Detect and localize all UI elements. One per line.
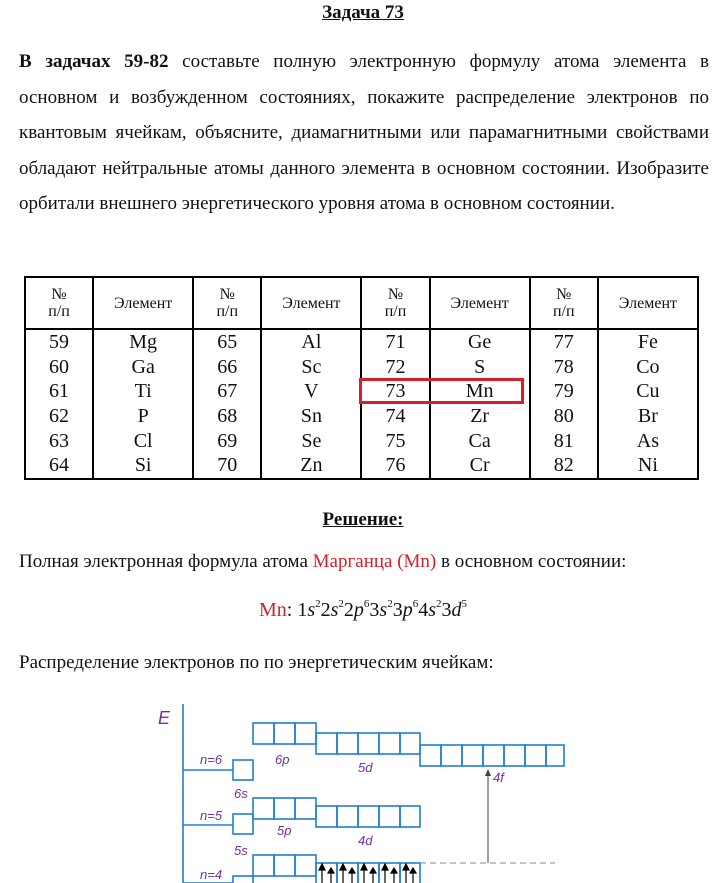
sublevel-label-4f: 4f bbox=[493, 770, 504, 785]
header-element: Элемент bbox=[430, 277, 530, 329]
cell-element: Ti bbox=[93, 379, 193, 404]
table-row bbox=[25, 453, 698, 479]
table-row bbox=[25, 428, 698, 453]
highlight-box-73-mn bbox=[359, 378, 524, 404]
sublevel-label-5p: 5p bbox=[277, 823, 292, 838]
table-row bbox=[25, 355, 698, 380]
formula-term: $2s^2$ bbox=[320, 598, 344, 621]
axis-label-e: E bbox=[158, 708, 171, 728]
level-label-n6: n=6 bbox=[200, 752, 223, 767]
header-number: № п/п bbox=[193, 277, 261, 329]
cell-element: Cr bbox=[430, 453, 530, 479]
cell-number: 64 bbox=[25, 453, 93, 479]
cell-number: 67 bbox=[193, 379, 261, 404]
header-element: Элемент bbox=[93, 277, 193, 329]
cell-number: 79 bbox=[530, 379, 598, 404]
cell-element: V bbox=[261, 379, 361, 404]
cell-number: 73 bbox=[361, 379, 429, 404]
sublevel-label-6p: 6p bbox=[275, 752, 290, 767]
formula-sep: : bbox=[286, 599, 298, 621]
cell-element: Cl bbox=[93, 428, 193, 453]
sublevel-label-5d: 5d bbox=[358, 760, 373, 775]
cell-element: Se bbox=[261, 428, 361, 453]
energy-cells-diagram bbox=[150, 700, 570, 883]
formula-term: $3p^6$ bbox=[392, 598, 419, 621]
cell-number: 77 bbox=[530, 329, 598, 355]
cell-element: Mn bbox=[430, 379, 530, 404]
level-label-n4: n=4 bbox=[200, 867, 223, 882]
cell-element: As bbox=[598, 428, 698, 453]
table-row bbox=[25, 404, 698, 429]
task-title: Задача 73 bbox=[322, 2, 404, 23]
solution-title: Решение: bbox=[322, 509, 404, 530]
cell-number: 65 bbox=[193, 329, 261, 355]
cell-number: 78 bbox=[530, 355, 598, 380]
element-name: Марганца (Mn) bbox=[312, 551, 437, 572]
cell-number: 59 bbox=[25, 329, 93, 355]
cell-element: Ga bbox=[93, 355, 193, 380]
header-element: Элемент bbox=[261, 277, 361, 329]
cell-number: 63 bbox=[25, 428, 93, 453]
cell-number: 69 bbox=[193, 428, 261, 453]
cell-number: 62 bbox=[25, 404, 93, 429]
cell-element: Co bbox=[598, 355, 698, 380]
formula-term: $2p^6$ bbox=[343, 598, 370, 621]
cell-element: S bbox=[430, 355, 530, 380]
distribution-sentence: Распределение электронов по по энергетическим ячейкам: bbox=[19, 652, 494, 673]
cell-element: Zr bbox=[430, 404, 530, 429]
cell-number: 60 bbox=[25, 355, 93, 380]
cell-element: Cu bbox=[598, 379, 698, 404]
sublevel-label-5s: 5s bbox=[234, 843, 248, 858]
cell-element: Ca bbox=[430, 428, 530, 453]
cell-number: 74 bbox=[361, 404, 429, 429]
electron-formula bbox=[0, 598, 726, 622]
sublevel-label-6s: 6s bbox=[234, 786, 248, 801]
cell-number: 72 bbox=[361, 355, 429, 380]
table-row bbox=[25, 329, 698, 355]
formula-symbol: Mn bbox=[258, 599, 287, 621]
cell-number: 82 bbox=[530, 453, 598, 479]
formula-term: $4s^2$ bbox=[418, 598, 442, 621]
cell-number: 61 bbox=[25, 379, 93, 404]
cell-element: Ge bbox=[430, 329, 530, 355]
cell-element: P bbox=[93, 404, 193, 429]
cell-6p-1 bbox=[253, 723, 274, 744]
formula-sentence-before: Полная электронная формула атома bbox=[19, 551, 313, 572]
cell-number: 71 bbox=[361, 329, 429, 355]
header-number: № п/п bbox=[361, 277, 429, 329]
cell-number: 81 bbox=[530, 428, 598, 453]
header-number: № п/п bbox=[530, 277, 598, 329]
cell-element: Ni bbox=[598, 453, 698, 479]
cell-number: 80 bbox=[530, 404, 598, 429]
cell-element: Zn bbox=[261, 453, 361, 479]
cell-element: Sc bbox=[261, 355, 361, 380]
cell-element: Al bbox=[261, 329, 361, 355]
cell-number: 75 bbox=[361, 428, 429, 453]
formula-terms bbox=[297, 599, 467, 621]
formula-term: $3s^2$ bbox=[369, 598, 393, 621]
cell-number: 66 bbox=[193, 355, 261, 380]
cell-number: 76 bbox=[361, 453, 429, 479]
task-description bbox=[19, 44, 709, 222]
cell-element: Fe bbox=[598, 329, 698, 355]
cell-number: 70 bbox=[193, 453, 261, 479]
formula-term: $3d^5$ bbox=[441, 598, 468, 621]
cell-element: Br bbox=[598, 404, 698, 429]
level-label-n5: n=5 bbox=[200, 808, 223, 823]
cell-element: Mg bbox=[93, 329, 193, 355]
formula-sentence-after: в основном состоянии: bbox=[436, 551, 627, 572]
task-text: составьте полную электронную формулу атома элемента в основном и возбужденном состояниях, покажите распределение электронов по квантовым ячейкам, объясните, диамагнитными или парамагнитными свойствами обладают нейтральные атомы данного элемента в основном состоянии. Изобразите орбитали внешнего энергетического уровня атома в основном состоянии. bbox=[19, 51, 710, 214]
table-header-row bbox=[25, 277, 698, 329]
cell-6s bbox=[233, 760, 253, 780]
sublevel-label-4d: 4d bbox=[358, 833, 373, 848]
header-number: № п/п bbox=[25, 277, 93, 329]
cell-6p-2 bbox=[274, 723, 295, 744]
formula-sentence bbox=[19, 551, 626, 573]
cell-6p-3 bbox=[295, 723, 316, 744]
cell-element: Sn bbox=[261, 404, 361, 429]
cell-element: Si bbox=[93, 453, 193, 479]
task-range: В задачах 59-82 bbox=[19, 51, 169, 72]
header-element: Элемент bbox=[598, 277, 698, 329]
formula-term: $1s^2$ bbox=[297, 598, 321, 621]
cell-number: 68 bbox=[193, 404, 261, 429]
